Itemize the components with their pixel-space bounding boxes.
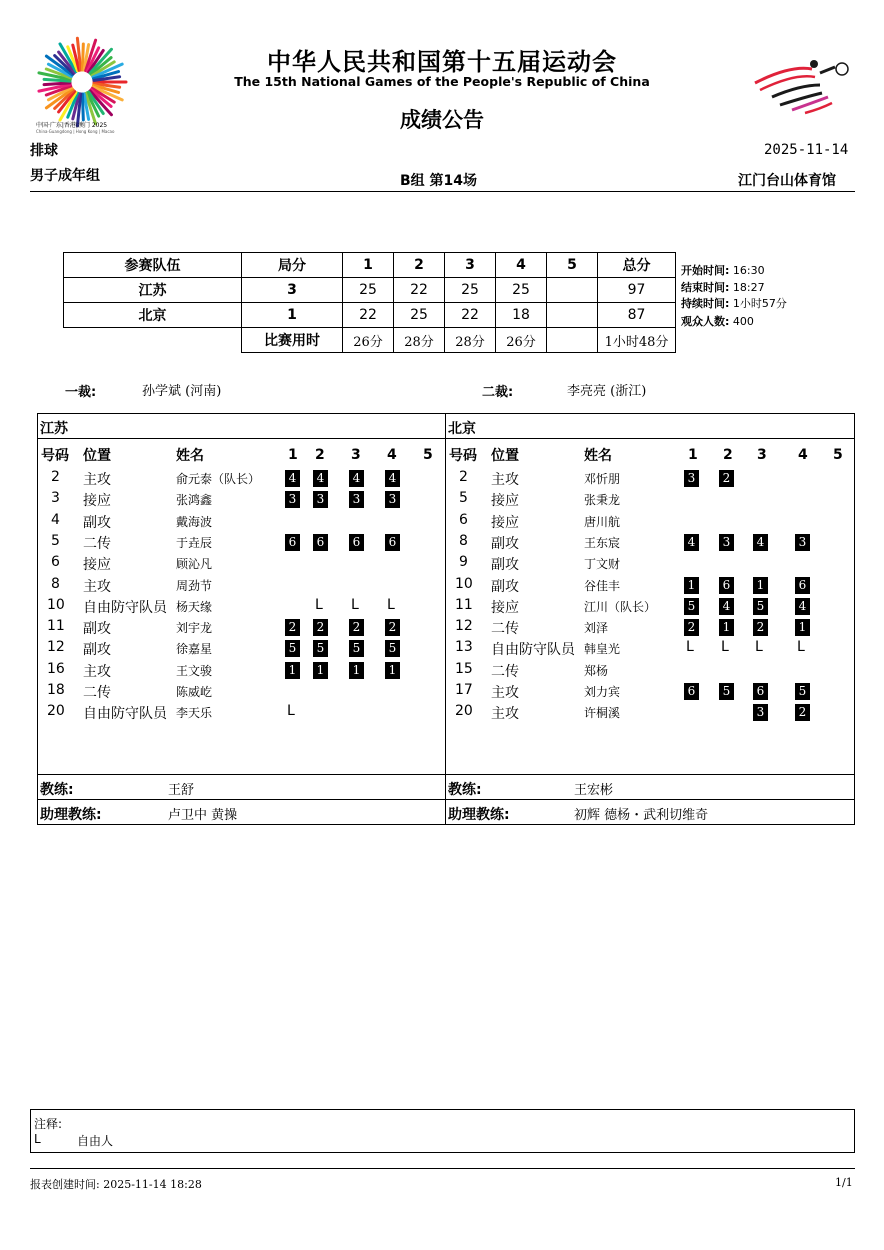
rotation-position: 5 — [753, 598, 768, 615]
coach-label: 教练: — [448, 782, 482, 798]
player-name: 丁文财 — [584, 557, 621, 572]
libero-marker: L — [387, 596, 395, 613]
player-row — [38, 661, 445, 682]
audience-count: 观众人数: 400 — [681, 315, 754, 328]
rotation-position: 3 — [285, 491, 300, 508]
end-time: 结束时间: 18:27 — [681, 281, 765, 294]
col-set-3: 3 — [445, 253, 496, 278]
set-score: 25 — [394, 303, 445, 328]
player-row — [446, 554, 854, 575]
rotation-position: 1 — [753, 577, 768, 594]
report-created: 报表创建时间: 2025-11-14 18:28 — [30, 1178, 202, 1191]
player-name: 刘力宾 — [584, 685, 621, 699]
col-name: 姓名 — [176, 448, 204, 464]
second-referee: 李亮亮 (浙江) — [567, 384, 647, 399]
col-set-4: 4 — [496, 253, 547, 278]
rotation-position: 3 — [313, 491, 328, 508]
second-referee-label: 二裁: — [482, 385, 514, 400]
score-table — [63, 252, 676, 353]
duration-label: 比赛用时 — [242, 328, 343, 353]
col-pos: 位置 — [83, 448, 111, 464]
match-label: B组 第14场 — [400, 173, 478, 189]
title-en: The 15th National Games of the People's Republic of China — [234, 74, 650, 89]
category-label: 男子成年组 — [30, 168, 100, 184]
rotation-position: 2 — [795, 704, 810, 721]
coach-row — [446, 774, 854, 799]
player-name: 张秉龙 — [584, 493, 621, 508]
rotation-position: 2 — [684, 619, 699, 636]
player-name: 张鸿鑫 — [176, 493, 213, 508]
player-number: 8 — [51, 575, 60, 592]
player-row — [38, 703, 445, 724]
rotation-position: 6 — [313, 534, 328, 551]
player-number: 4 — [51, 511, 60, 528]
player-position: 副攻 — [83, 621, 111, 638]
player-number: 6 — [51, 554, 60, 571]
libero-marker: L — [315, 596, 323, 613]
player-number: 20 — [47, 703, 65, 720]
player-position: 主攻 — [83, 663, 111, 680]
player-name: 陈威屹 — [176, 685, 213, 699]
set-duration — [547, 328, 598, 353]
rotation-position: 1 — [349, 662, 364, 679]
player-row — [446, 469, 854, 490]
player-name: 郑杨 — [584, 663, 609, 678]
player-name: 江川（队长） — [584, 599, 657, 614]
libero-marker: L — [797, 639, 805, 656]
col-set-2: 2 — [394, 253, 445, 278]
player-row — [38, 597, 445, 618]
player-number: 5 — [51, 532, 60, 549]
col-set: 1 — [288, 447, 298, 463]
player-row — [446, 512, 854, 533]
rotation-position: 5 — [285, 640, 300, 657]
player-number: 3 — [51, 490, 60, 507]
col-total: 总分 — [598, 253, 676, 278]
roster-panel-left — [37, 413, 446, 825]
col-set: 3 — [351, 447, 361, 463]
player-name: 于垚辰 — [176, 535, 213, 550]
player-position: 主攻 — [491, 685, 519, 701]
rotation-position: 5 — [313, 640, 328, 657]
set-score: 25 — [496, 278, 547, 303]
player-name: 刘宇龙 — [176, 621, 213, 636]
player-number: 11 — [455, 596, 473, 613]
player-number: 17 — [455, 682, 473, 698]
sport-label: 排球 — [30, 143, 58, 159]
player-number: 2 — [459, 469, 468, 485]
rotation-position: 4 — [719, 598, 734, 615]
rotation-position: 6 — [753, 683, 768, 700]
col-no: 号码 — [449, 448, 477, 464]
rotation-position: 2 — [719, 470, 734, 487]
player-name: 许桐溪 — [584, 706, 621, 721]
set-duration: 26分 — [496, 328, 547, 353]
coach-label: 教练: — [40, 782, 74, 798]
player-position: 接应 — [83, 493, 111, 510]
score-header-row — [64, 253, 676, 278]
libero-marker: L — [287, 703, 295, 720]
set-duration: 26分 — [343, 328, 394, 353]
player-number: 9 — [459, 554, 468, 571]
player-position: 接应 — [491, 599, 519, 616]
player-position: 二传 — [491, 663, 519, 680]
player-row — [446, 661, 854, 682]
set-score: 18 — [496, 303, 547, 328]
player-name: 王东宸 — [584, 535, 621, 550]
player-position: 自由防守队员 — [491, 642, 575, 659]
player-name: 刘泽 — [584, 621, 609, 636]
player-position: 主攻 — [491, 706, 519, 723]
team-name: 江苏 — [64, 278, 242, 303]
player-position: 二传 — [491, 621, 519, 638]
player-name: 韩皇光 — [584, 642, 621, 657]
col-set: 3 — [757, 447, 767, 463]
sets-won: 3 — [242, 278, 343, 303]
col-set: 2 — [315, 447, 325, 463]
player-row — [38, 554, 445, 575]
player-name: 王文骏 — [176, 663, 213, 678]
player-row — [446, 597, 854, 618]
rotation-position: 5 — [684, 598, 699, 615]
player-name: 邓忻朋 — [584, 472, 621, 486]
first-referee-label: 一裁: — [65, 385, 97, 400]
rotation-position: 1 — [719, 619, 734, 636]
player-position: 自由防守队员 — [83, 706, 167, 723]
libero-marker: L — [686, 639, 694, 656]
rotation-position: 6 — [385, 534, 400, 551]
player-row — [446, 533, 854, 554]
col-name: 姓名 — [584, 448, 612, 464]
first-referee: 孙学斌 (河南) — [142, 384, 222, 399]
rotation-position: 2 — [349, 619, 364, 636]
duration-row — [64, 328, 676, 353]
rotation-position: 2 — [285, 619, 300, 636]
assistant-coach-row — [38, 799, 445, 824]
col-pos: 位置 — [491, 448, 519, 464]
rotation-position: 6 — [795, 577, 810, 594]
player-row — [446, 576, 854, 597]
coach-name: 王舒 — [168, 783, 195, 798]
rotation-position: 3 — [385, 491, 400, 508]
rotation-position: 4 — [753, 534, 768, 551]
player-row — [38, 618, 445, 639]
player-number: 2 — [51, 469, 60, 485]
total-score: 97 — [598, 278, 676, 303]
player-row — [38, 512, 445, 533]
player-number: 10 — [47, 596, 65, 613]
rotation-position: 3 — [753, 704, 768, 721]
notes-symbol: L — [34, 1132, 41, 1146]
player-position: 主攻 — [491, 472, 519, 488]
col-set: 2 — [723, 447, 733, 463]
libero-marker: L — [351, 596, 359, 613]
player-position: 副攻 — [491, 578, 519, 595]
team-name: 江苏 — [38, 414, 445, 439]
rotation-position: 4 — [385, 470, 400, 487]
rotation-position: 4 — [684, 534, 699, 551]
player-name: 周劲节 — [176, 578, 213, 593]
col-set-5: 5 — [547, 253, 598, 278]
col-team: 参赛队伍 — [64, 253, 242, 278]
rotation-position: 5 — [719, 683, 734, 700]
notice-title: 成绩公告 — [400, 108, 484, 132]
player-name: 徐嘉星 — [176, 642, 213, 657]
assistant-coach-label: 助理教练: — [448, 807, 510, 823]
player-name: 俞元泰（队长） — [176, 472, 261, 486]
col-sets: 局分 — [242, 253, 343, 278]
rotation-position: 4 — [349, 470, 364, 487]
player-number: 12 — [47, 639, 65, 656]
total-score: 87 — [598, 303, 676, 328]
rotation-position: 1 — [385, 662, 400, 679]
col-no: 号码 — [41, 448, 69, 464]
player-number: 8 — [459, 532, 468, 549]
rotation-position: 2 — [753, 619, 768, 636]
player-name: 谷佳丰 — [584, 578, 621, 593]
player-number: 16 — [47, 660, 65, 677]
set-score: 22 — [445, 303, 496, 328]
player-position: 二传 — [83, 685, 111, 701]
score-row — [64, 278, 676, 303]
player-name: 杨天缘 — [176, 599, 213, 614]
set-duration: 28分 — [394, 328, 445, 353]
player-row — [38, 682, 445, 703]
notes-box — [30, 1109, 855, 1153]
rotation-position: 5 — [385, 640, 400, 657]
player-position: 副攻 — [83, 642, 111, 659]
col-set: 1 — [688, 447, 698, 463]
player-row — [446, 639, 854, 660]
set-score — [547, 303, 598, 328]
set-score: 25 — [343, 278, 394, 303]
rotation-position: 2 — [385, 619, 400, 636]
player-number: 20 — [455, 703, 473, 720]
coach-name: 王宏彬 — [574, 783, 614, 798]
player-number: 15 — [455, 660, 473, 677]
rotation-position: 6 — [719, 577, 734, 594]
col-set: 5 — [833, 447, 843, 463]
player-position: 自由防守队员 — [83, 599, 167, 616]
logo-subtext: China·Guangdong | Hong Kong | Macao — [36, 129, 115, 134]
rotation-position: 6 — [285, 534, 300, 551]
player-row — [38, 469, 445, 490]
set-score: 22 — [343, 303, 394, 328]
player-position: 副攻 — [83, 514, 111, 531]
player-position: 主攻 — [83, 472, 111, 488]
rotation-position: 5 — [349, 640, 364, 657]
col-set-1: 1 — [343, 253, 394, 278]
sets-won: 1 — [242, 303, 343, 328]
player-position: 副攻 — [491, 557, 519, 574]
set-duration: 28分 — [445, 328, 496, 353]
title-zh: 中华人民共和国第十五届运动会 — [267, 48, 617, 76]
match-duration: 持续时间: 1小时57分 — [681, 297, 787, 310]
rotation-position: 1 — [795, 619, 810, 636]
coach-row — [38, 774, 445, 799]
player-row — [38, 639, 445, 660]
rotation-position: 1 — [285, 662, 300, 679]
team-name: 北京 — [446, 414, 854, 439]
player-name: 唐川航 — [584, 514, 621, 529]
rotation-position: 6 — [349, 534, 364, 551]
rotation-position: 5 — [795, 683, 810, 700]
player-number: 6 — [459, 511, 468, 528]
header-divider — [30, 191, 855, 192]
player-name: 顾沁凡 — [176, 557, 213, 572]
player-number: 11 — [47, 618, 65, 635]
player-row — [446, 703, 854, 724]
player-position: 接应 — [491, 493, 519, 510]
assistant-coach-names: 初辉 德杨・武利切维奇 — [574, 808, 709, 823]
rotation-position: 6 — [684, 683, 699, 700]
col-set: 5 — [423, 447, 433, 463]
set-score: 25 — [445, 278, 496, 303]
start-time: 开始时间: 16:30 — [681, 264, 765, 277]
footer-divider — [30, 1168, 855, 1169]
player-row — [38, 490, 445, 511]
player-row — [446, 490, 854, 511]
player-row — [446, 618, 854, 639]
rotation-position: 3 — [684, 470, 699, 487]
rotation-position: 1 — [684, 577, 699, 594]
rotation-position: 4 — [285, 470, 300, 487]
rotation-position: 3 — [795, 534, 810, 551]
player-position: 接应 — [491, 514, 519, 531]
player-row — [38, 533, 445, 554]
total-duration: 1小时48分 — [598, 328, 676, 353]
assistant-coach-names: 卢卫中 黄操 — [168, 808, 238, 823]
player-position: 主攻 — [83, 578, 111, 595]
player-number: 13 — [455, 639, 473, 656]
notes-meaning: 自由人 — [77, 1134, 114, 1148]
score-row — [64, 303, 676, 328]
roster-panel-right — [445, 413, 855, 825]
col-set: 4 — [798, 447, 808, 463]
col-set: 4 — [387, 447, 397, 463]
rotation-position: 3 — [349, 491, 364, 508]
player-name: 戴海波 — [176, 514, 213, 529]
libero-marker: L — [721, 639, 729, 656]
player-position: 副攻 — [491, 535, 519, 552]
player-position: 二传 — [83, 535, 111, 552]
player-name: 李天乐 — [176, 706, 213, 721]
set-score — [547, 278, 598, 303]
page-number: 1/1 — [835, 1176, 853, 1189]
libero-marker: L — [755, 639, 763, 656]
player-row — [38, 576, 445, 597]
player-number: 18 — [47, 682, 65, 698]
venue-label: 江门台山体育馆 — [738, 173, 836, 189]
team-name: 北京 — [64, 303, 242, 328]
rotation-position: 4 — [313, 470, 328, 487]
rotation-position: 2 — [313, 619, 328, 636]
set-score: 22 — [394, 278, 445, 303]
player-number: 12 — [455, 618, 473, 635]
rotation-position: 3 — [719, 534, 734, 551]
player-row — [446, 682, 854, 703]
assistant-coach-label: 助理教练: — [40, 807, 102, 823]
logo-text: 中国·广东|香港|澳门 2025 — [36, 122, 108, 129]
rotation-position: 1 — [313, 662, 328, 679]
notes-label: 注释: — [34, 1117, 63, 1131]
assistant-coach-row — [446, 799, 854, 824]
player-number: 5 — [459, 490, 468, 507]
player-position: 接应 — [83, 557, 111, 574]
rotation-position: 4 — [795, 598, 810, 615]
player-number: 10 — [455, 575, 473, 592]
date-label: 2025-11-14 — [764, 142, 849, 158]
